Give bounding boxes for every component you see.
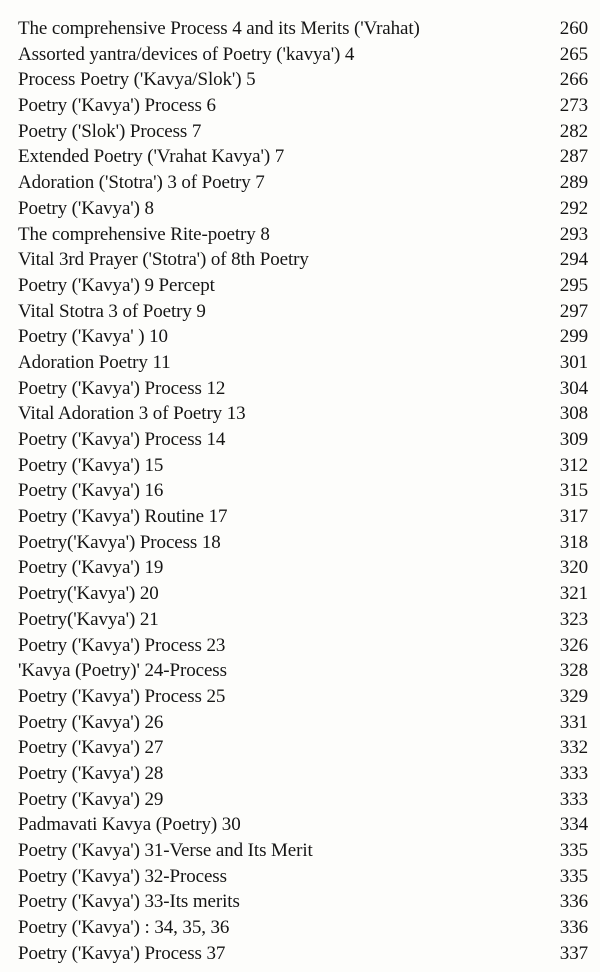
toc-entry-page-number: 331 [559, 711, 588, 733]
toc-entry-title: Process Poetry ('Kavya/Slok') 5 [18, 69, 256, 91]
toc-entry-page-number: 318 [559, 531, 588, 553]
toc-entry-page-number: 287 [559, 146, 588, 168]
toc-entry-page-number: 332 [559, 737, 588, 759]
toc-entry [0, 941, 600, 967]
toc-entry-page-number: 289 [559, 172, 588, 194]
toc-entry-title: Poetry ('Kavya') 28 [18, 762, 164, 784]
toc-entry [0, 530, 600, 556]
toc-entry-title: Poetry ('Kavya') 9 Percept [18, 274, 215, 296]
toc-entry [0, 889, 600, 915]
toc-entry-page-number: 335 [559, 865, 588, 887]
toc-entry-page-number: 292 [559, 197, 588, 219]
toc-entry-title: Vital Stotra 3 of Poetry 9 [18, 300, 206, 322]
toc-entry [0, 607, 600, 633]
toc-entry [0, 299, 600, 325]
toc-entry-title: The comprehensive Rite-poetry 8 [18, 223, 270, 245]
toc-entry-page-number: 304 [559, 377, 588, 399]
toc-entry [0, 478, 600, 504]
toc-entry-page-number: 336 [559, 917, 588, 939]
toc-entry-page-number: 282 [559, 120, 588, 142]
toc-entry-page-number: 295 [559, 274, 588, 296]
toc-entry-title: Padmavati Kavya (Poetry) 30 [18, 814, 241, 836]
toc-entry-title: Poetry ('Kavya') : 34, 35, 36 [18, 917, 230, 939]
toc-entry [0, 273, 600, 299]
toc-entry [0, 247, 600, 273]
toc-entry-title: Poetry ('Kavya') 33-Its merits [18, 891, 240, 913]
toc-entry [0, 376, 600, 402]
toc-entry [0, 787, 600, 813]
toc-entry-title: Poetry ('Kavya') 8 [18, 197, 154, 219]
toc-entry-title: Poetry ('Kavya') 31-Verse and Its Merit [18, 840, 313, 861]
toc-entry [0, 838, 600, 864]
toc-entry [0, 504, 600, 530]
toc-entry-page-number: 328 [559, 660, 588, 682]
toc-entry [0, 324, 600, 350]
toc-entry-page-number: 329 [559, 685, 588, 707]
toc-entry-page-number: 301 [559, 351, 588, 373]
toc-entry [0, 42, 600, 68]
toc-entry-page-number: 299 [559, 326, 588, 348]
toc-entry [0, 350, 600, 376]
toc-entry [0, 581, 600, 607]
toc-entry-title: Adoration ('Stotra') 3 of Poetry 7 [18, 172, 265, 194]
toc-entry-title: Poetry ('Kavya') Process 37 [18, 942, 226, 964]
toc-entry-title: Poetry('Kavya') 21 [18, 608, 159, 630]
toc-entry-title: Extended Poetry ('Vrahat Kavya') 7 [18, 146, 285, 168]
toc-entry [0, 761, 600, 787]
toc-entry-title: Poetry ('Kavya') 19 [18, 557, 164, 579]
toc-entry-page-number: 337 [559, 942, 588, 964]
toc-entry [0, 710, 600, 736]
toc-entry [0, 555, 600, 581]
toc-entry-title: Poetry ('Kavya') 29 [18, 788, 164, 810]
toc-entry-title: Assorted yantra/devices of Poetry ('kavya') 4 [18, 43, 355, 65]
toc-entry-title: The comprehensive Process 4 and its Merits ('Vrahat) [18, 18, 420, 39]
toc-entry-page-number: 266 [559, 69, 588, 91]
toc-entry-title: Poetry ('Kavya') 27 [18, 737, 164, 759]
toc-entry-title: Poetry ('Kavya') Process 6 [18, 95, 216, 117]
toc-entry [0, 658, 600, 684]
toc-entry-title: 'Kavya (Poetry)' 24-Process [18, 660, 227, 682]
toc-entry-title: Poetry ('Kavya') 15 [18, 454, 164, 476]
toc-entry-page-number: 326 [559, 634, 588, 656]
toc-entry-page-number: 273 [559, 95, 588, 117]
toc-entry [0, 684, 600, 710]
toc-entry-page-number: 265 [559, 43, 588, 65]
toc-entry [0, 16, 600, 42]
toc-entry-title: Poetry('Kavya') 20 [18, 583, 159, 605]
toc-entry [0, 119, 600, 145]
toc-entry-page-number: 334 [559, 814, 588, 836]
toc-entry-page-number: 315 [559, 480, 588, 502]
toc-entry-title: Poetry('Kavya') Process 18 [18, 531, 221, 553]
toc-entry [0, 170, 600, 196]
toc-entry [0, 401, 600, 427]
toc-entry-title: Vital Adoration 3 of Poetry 13 [18, 403, 246, 425]
toc-entry-page-number: 294 [559, 249, 588, 271]
toc-entry-page-number: 260 [559, 18, 588, 39]
toc-entry [0, 93, 600, 119]
toc-entry [0, 144, 600, 170]
toc-entry-title: Poetry ('Kavya') Process 23 [18, 634, 226, 656]
toc-list [0, 16, 600, 966]
toc-entry-page-number: 308 [559, 403, 588, 425]
toc-entry-page-number: 333 [559, 788, 588, 810]
toc-entry [0, 427, 600, 453]
toc-entry [0, 453, 600, 479]
toc-entry-title: Poetry ('Kavya') 16 [18, 480, 164, 502]
toc-entry [0, 222, 600, 248]
toc-entry [0, 864, 600, 890]
toc-entry [0, 196, 600, 222]
toc-entry-page-number: 335 [559, 840, 588, 861]
toc-entry [0, 915, 600, 941]
toc-entry [0, 67, 600, 93]
toc-entry-page-number: 323 [559, 608, 588, 630]
toc-entry-page-number: 293 [559, 223, 588, 245]
toc-entry-title: Poetry ('Kavya') Routine 17 [18, 506, 228, 528]
toc-entry-title: Vital 3rd Prayer ('Stotra') of 8th Poetry [18, 249, 309, 271]
toc-entry-page-number: 321 [559, 583, 588, 605]
toc-entry [0, 633, 600, 659]
toc-entry-page-number: 317 [559, 506, 588, 528]
toc-entry [0, 735, 600, 761]
toc-entry-title: Adoration Poetry 11 [18, 351, 171, 373]
toc-entry-title: Poetry ('Kavya' ) 10 [18, 326, 168, 348]
toc-entry-page-number: 309 [559, 429, 588, 450]
toc-entry-title: Poetry ('Slok') Process 7 [18, 120, 202, 142]
toc-entry-title: Poetry ('Kavya') Process 12 [18, 377, 226, 399]
toc-entry-page-number: 333 [559, 762, 588, 784]
toc-entry-title: Poetry ('Kavya') Process 25 [18, 685, 226, 707]
toc-entry-page-number: 320 [559, 557, 588, 579]
toc-entry-page-number: 312 [559, 454, 588, 476]
toc-entry-title: Poetry ('Kavya') Process 14 [18, 429, 226, 450]
toc-entry [0, 812, 600, 838]
toc-entry-title: Poetry ('Kavya') 26 [18, 711, 164, 733]
toc-entry-page-number: 297 [559, 300, 588, 322]
toc-entry-title: Poetry ('Kavya') 32-Process [18, 865, 227, 887]
toc-entry-page-number: 336 [559, 891, 588, 913]
